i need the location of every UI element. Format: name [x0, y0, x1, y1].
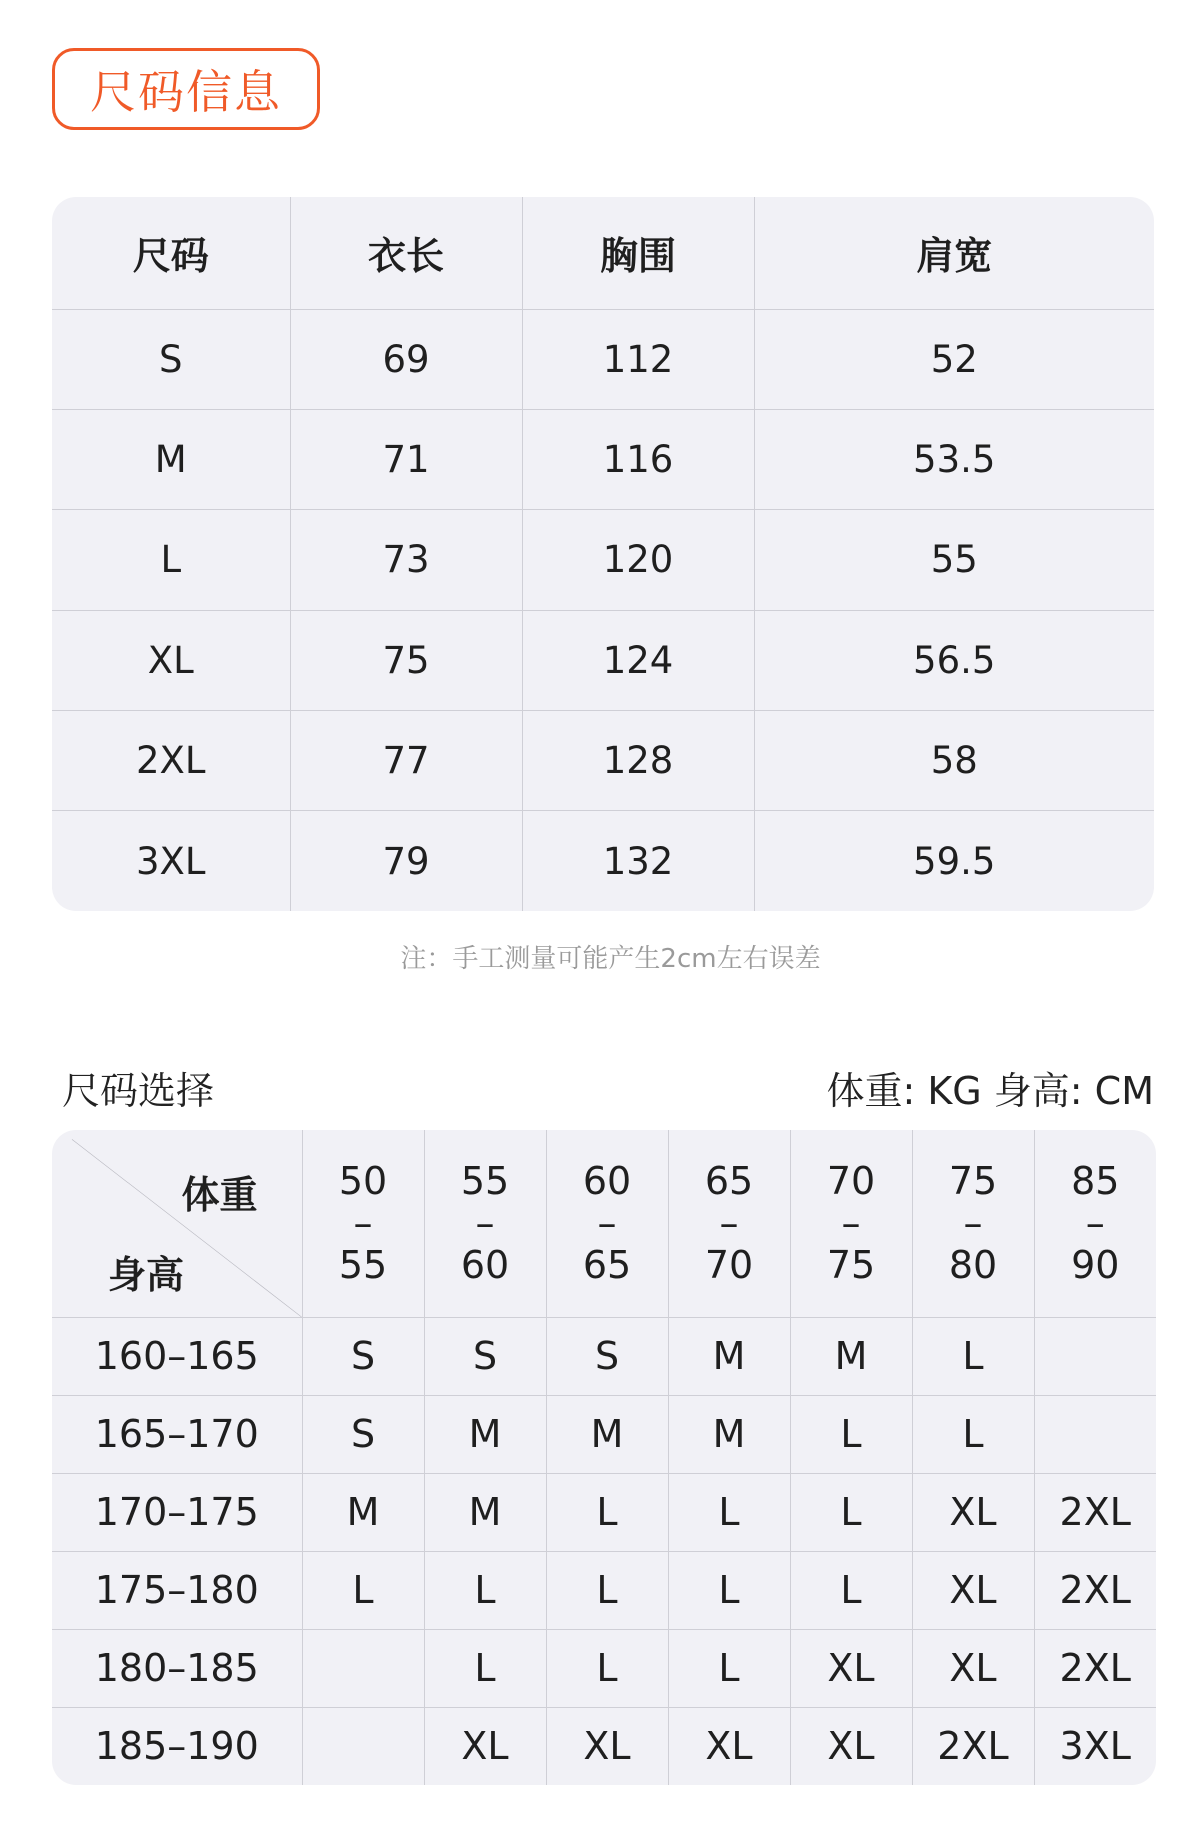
size-recommendation: 3XL — [1059, 1724, 1131, 1769]
height-row — [52, 1473, 1156, 1551]
height-row — [52, 1551, 1156, 1629]
size-table-header: 衣长 — [290, 197, 522, 309]
size-recommendation: M — [668, 1317, 790, 1395]
weight-max: 70 — [704, 1243, 754, 1288]
size-recommendation: M — [668, 1395, 790, 1473]
size-recommendation: XL — [790, 1629, 912, 1707]
weight-min: 55 — [460, 1159, 510, 1204]
length-cell: 69 — [290, 309, 522, 409]
length-cell: 77 — [290, 710, 522, 810]
shoulder-cell: 53.5 — [754, 410, 1154, 510]
range-dash: – — [841, 1201, 861, 1246]
weight-max: 80 — [948, 1243, 998, 1288]
weight-range-header — [546, 1130, 668, 1317]
corner-header — [52, 1130, 302, 1317]
height-row — [52, 1707, 1156, 1785]
size-recommendation: M — [790, 1317, 912, 1395]
size-recommendation: S — [546, 1317, 668, 1395]
size-recommendation: L — [546, 1629, 668, 1707]
weight-max: 60 — [460, 1243, 510, 1288]
size-recommendation: XL — [546, 1707, 668, 1785]
size-recommendation: S — [302, 1395, 424, 1473]
weight-range-header — [790, 1130, 912, 1317]
size-recommendation: L — [424, 1551, 546, 1629]
length-cell: 73 — [290, 510, 522, 610]
measurement-note: 注：手工测量可能产生2cm左右误差 — [400, 944, 821, 974]
size-recommendation: XL — [790, 1707, 912, 1785]
size-recommendation: XL — [424, 1707, 546, 1785]
size-selection-table — [52, 1130, 1156, 1785]
chest-cell: 116 — [522, 410, 754, 510]
size-recommendation: M — [546, 1395, 668, 1473]
chest-cell: 124 — [522, 610, 754, 710]
size-recommendation: XL — [668, 1707, 790, 1785]
weight-range-header — [1034, 1130, 1156, 1317]
weight-min: 70 — [826, 1159, 876, 1204]
size-info-table — [52, 197, 1154, 911]
size-recommendation: L — [546, 1473, 668, 1551]
size-recommendation — [302, 1629, 424, 1707]
size-recommendation: M — [424, 1395, 546, 1473]
height-range: 185–190 — [52, 1707, 302, 1785]
size-table-header: 肩宽 — [754, 197, 1154, 309]
size-recommendation: 2XL — [1034, 1551, 1156, 1629]
size-recommendation: L — [912, 1317, 1034, 1395]
weight-header-row — [52, 1130, 1156, 1317]
size-recommendation: L — [790, 1473, 912, 1551]
size-selection-title: 尺码选择 — [62, 1069, 215, 1113]
chest-cell: 132 — [522, 811, 754, 911]
corner-height-label: 身高 — [108, 1252, 185, 1297]
weight-min: 65 — [704, 1159, 754, 1204]
size-recommendation — [1034, 1395, 1156, 1473]
range-dash: – — [475, 1201, 495, 1246]
range-dash: – — [597, 1201, 617, 1246]
size-cell: L — [52, 510, 290, 610]
size-cell: 2XL — [52, 710, 290, 810]
size-recommendation — [1034, 1317, 1156, 1395]
height-range: 170–175 — [52, 1473, 302, 1551]
size-recommendation: L — [790, 1551, 912, 1629]
size-recommendation: L — [302, 1551, 424, 1629]
size-recommendation: XL — [912, 1551, 1034, 1629]
shoulder-cell: 52 — [754, 309, 1154, 409]
length-cell: 71 — [290, 410, 522, 510]
weight-range-header — [424, 1130, 546, 1317]
size-table-row — [52, 510, 1154, 610]
size-recommendation: L — [546, 1551, 668, 1629]
shoulder-cell: 59.5 — [913, 839, 996, 883]
range-dash: – — [353, 1201, 373, 1246]
height-range: 160–165 — [52, 1317, 302, 1395]
size-table-row — [52, 610, 1154, 710]
size-recommendation: L — [424, 1629, 546, 1707]
weight-min: 75 — [948, 1159, 998, 1204]
size-recommendation: 2XL — [912, 1707, 1034, 1785]
size-table-header: 胸围 — [522, 197, 754, 309]
corner-weight-label: 体重 — [181, 1173, 258, 1217]
weight-range-header — [668, 1130, 790, 1317]
weight-range-header — [912, 1130, 1034, 1317]
height-range: 180–185 — [52, 1629, 302, 1707]
height-range: 175–180 — [52, 1551, 302, 1629]
page-title: 尺码信息 — [52, 48, 320, 130]
height-range: 165–170 — [52, 1395, 302, 1473]
weight-min: 85 — [1071, 1159, 1120, 1204]
weight-range-header — [302, 1130, 424, 1317]
size-recommendation: XL — [912, 1473, 1034, 1551]
size-cell: S — [52, 309, 290, 409]
range-dash: – — [1085, 1201, 1105, 1246]
chest-cell: 120 — [522, 510, 754, 610]
size-cell: M — [52, 410, 290, 510]
size-cell: XL — [52, 610, 290, 710]
range-dash: – — [719, 1201, 739, 1246]
size-table-header: 尺码 — [52, 197, 290, 309]
length-cell: 75 — [290, 610, 522, 710]
size-recommendation: XL — [912, 1629, 1034, 1707]
weight-min: 60 — [582, 1159, 632, 1204]
weight-max: 55 — [338, 1243, 388, 1288]
size-cell: 3XL — [52, 811, 290, 911]
shoulder-cell: 58 — [754, 710, 1154, 810]
weight-min: 50 — [338, 1159, 388, 1204]
size-table-row — [52, 811, 1154, 911]
height-row — [52, 1629, 1156, 1707]
size-table-row — [52, 410, 1154, 510]
size-recommendation: S — [302, 1317, 424, 1395]
size-recommendation: L — [668, 1551, 790, 1629]
weight-max: 75 — [826, 1243, 876, 1288]
size-recommendation: S — [424, 1317, 546, 1395]
size-recommendation: L — [790, 1395, 912, 1473]
unit-label: 体重: KG 身高: CM — [826, 1069, 1154, 1113]
shoulder-cell: 56.5 — [754, 610, 1154, 710]
size-recommendation: L — [912, 1395, 1034, 1473]
range-dash: – — [963, 1201, 983, 1246]
weight-max: 90 — [1071, 1243, 1120, 1288]
shoulder-cell: 55 — [754, 510, 1154, 610]
weight-max: 65 — [582, 1243, 632, 1288]
height-row — [52, 1317, 1156, 1395]
chest-cell: 128 — [522, 710, 754, 810]
height-row — [52, 1395, 1156, 1473]
size-recommendation: 2XL — [1034, 1629, 1156, 1707]
size-table-row — [52, 309, 1154, 409]
size-recommendation: 2XL — [1034, 1473, 1156, 1551]
size-recommendation — [302, 1707, 424, 1785]
chest-cell: 112 — [522, 309, 754, 409]
length-cell: 79 — [290, 811, 522, 911]
size-recommendation: M — [424, 1473, 546, 1551]
size-table-row — [52, 710, 1154, 810]
size-recommendation: L — [668, 1629, 790, 1707]
size-table-header-row — [52, 197, 1154, 309]
size-recommendation: M — [302, 1473, 424, 1551]
size-recommendation: L — [668, 1473, 790, 1551]
